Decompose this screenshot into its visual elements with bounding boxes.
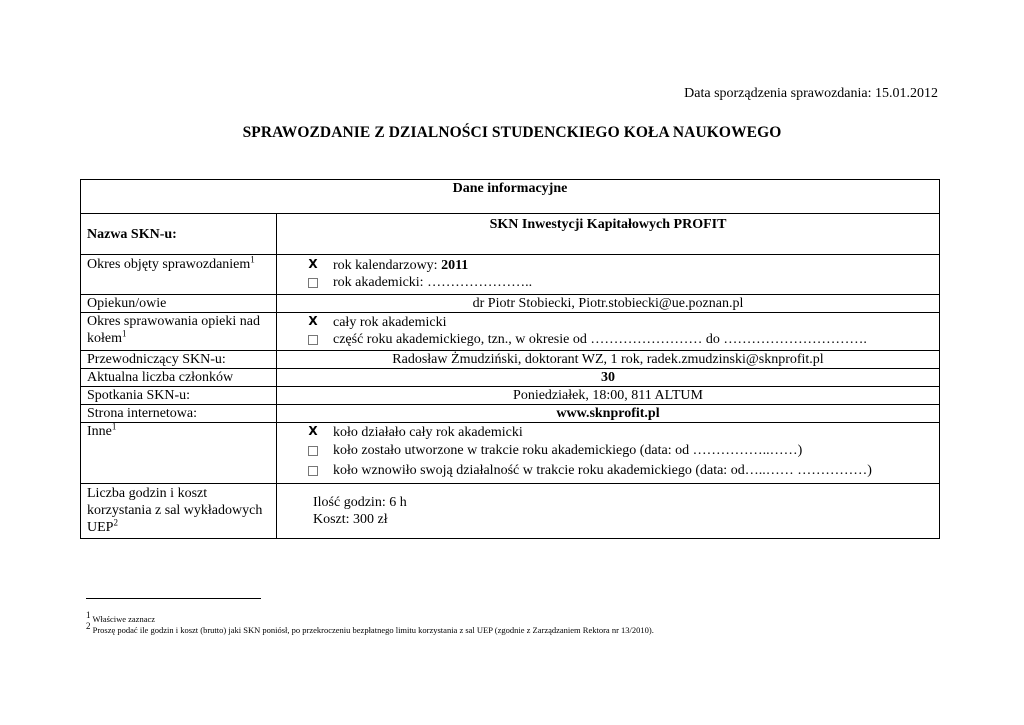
rooms-hours: Ilość godzin: 6 h <box>313 495 407 510</box>
members-label: Aktualna liczba członków <box>81 369 277 387</box>
chair-value: Radosław Żmudziński, doktorant WZ, 1 rok, radek.zmudzinski@sknprofit.pl <box>277 351 940 369</box>
website-label: Strona internetowa: <box>81 405 277 423</box>
website-link[interactable]: www.sknprofit.pl <box>277 405 940 423</box>
supervisor-label: Opiekun/owie <box>81 295 277 313</box>
footnote-divider <box>86 598 261 599</box>
option-label: cały rok akademicki <box>333 315 447 330</box>
option-label: część roku akademickiego, tzn., w okresie od …………………… do …………………………. <box>333 332 867 347</box>
checkbox-checked-icon[interactable]: X <box>308 257 318 271</box>
document-title: SPRAWOZDANIE Z DZIALNOŚCI STUDENCKIEGO KOŁA NAUKOWEGO <box>242 124 782 141</box>
care-option-full-year <box>283 314 933 331</box>
option-label: koło wznowiło swoją działalność w trakcie roku akademickiego (data: od…..…… ……………) <box>333 463 872 478</box>
rooms-cost: Koszt: 300 zł <box>313 512 388 527</box>
care-option-partial <box>283 331 933 350</box>
checkbox-checked-icon[interactable]: X <box>308 314 318 328</box>
period-option-academic <box>283 274 933 293</box>
other-options <box>277 423 940 484</box>
footnote-item: $^2$ Proszę podać ile godzin i koszt (brutto) jaki SKN poniósł, po przekroczeniu bezpłatnego limitu korzystania z sal UEP (zgodnie z Zarządzaniem Rektora nr 13/2010). <box>86 621 654 635</box>
period-option-calendar <box>283 257 933 274</box>
other-option-resumed <box>283 462 933 482</box>
name-label: Nazwa SKN-u: <box>81 214 277 255</box>
other-option-created <box>283 442 933 462</box>
table-row-period <box>81 255 940 295</box>
rooms-label: Liczba godzin i koszt korzystania z sal wykładowych UEP$^2$ <box>81 484 277 539</box>
option-label: rok akademicki: ………………….. <box>333 275 533 290</box>
footnotes <box>86 610 654 636</box>
supervisor-value: dr Piotr Stobiecki, Piotr.stobiecki@ue.poznan.pl <box>277 295 940 313</box>
section-header: Dane informacyjne <box>81 180 940 214</box>
table-row-other <box>81 423 940 484</box>
footnote-item: $^1$ Właściwe zaznacz <box>86 610 156 624</box>
other-option-full-year <box>283 424 933 442</box>
other-label: Inne$^1$ <box>81 423 277 484</box>
checkbox-empty-icon[interactable] <box>305 462 321 482</box>
care-period-options <box>277 313 940 351</box>
chair-label: Przewodniczący SKN-u: <box>81 351 277 369</box>
period-label: Okres objęty sprawozdaniem$^1$ <box>81 255 277 295</box>
care-period-label: Okres sprawowania opieki nad kołem$^1$ <box>81 313 277 351</box>
checkbox-empty-icon[interactable] <box>305 331 321 350</box>
table-row-chair <box>81 351 940 369</box>
table-row-supervisor <box>81 295 940 313</box>
option-label: rok kalendarzowy: 2011 <box>333 258 469 273</box>
report-date: Data sporządzenia sprawozdania: 15.01.2012 <box>684 86 938 101</box>
meetings-value: Poniedziałek, 18:00, 811 ALTUM <box>277 387 940 405</box>
table-row-header <box>81 180 940 214</box>
checkbox-empty-icon[interactable] <box>305 274 321 293</box>
table-row-rooms <box>81 484 940 539</box>
checkbox-checked-icon[interactable]: X <box>308 424 318 438</box>
members-value: 30 <box>277 369 940 387</box>
table-row-members <box>81 369 940 387</box>
option-label: koło działało cały rok akademicki <box>333 425 523 440</box>
rooms-values <box>277 484 940 539</box>
name-value: SKN Inwestycji Kapitałowych PROFIT <box>277 214 940 255</box>
checkbox-empty-icon[interactable] <box>305 442 321 462</box>
meetings-label: Spotkania SKN-u: <box>81 387 277 405</box>
period-options <box>277 255 940 295</box>
table-row-meetings <box>81 387 940 405</box>
table-row-website <box>81 405 940 423</box>
table-row-care-period <box>81 313 940 351</box>
option-label: koło zostało utworzone w trakcie roku akademickiego (data: od ……………..……) <box>333 443 803 458</box>
table-row-name <box>81 214 940 255</box>
info-table <box>80 179 940 539</box>
